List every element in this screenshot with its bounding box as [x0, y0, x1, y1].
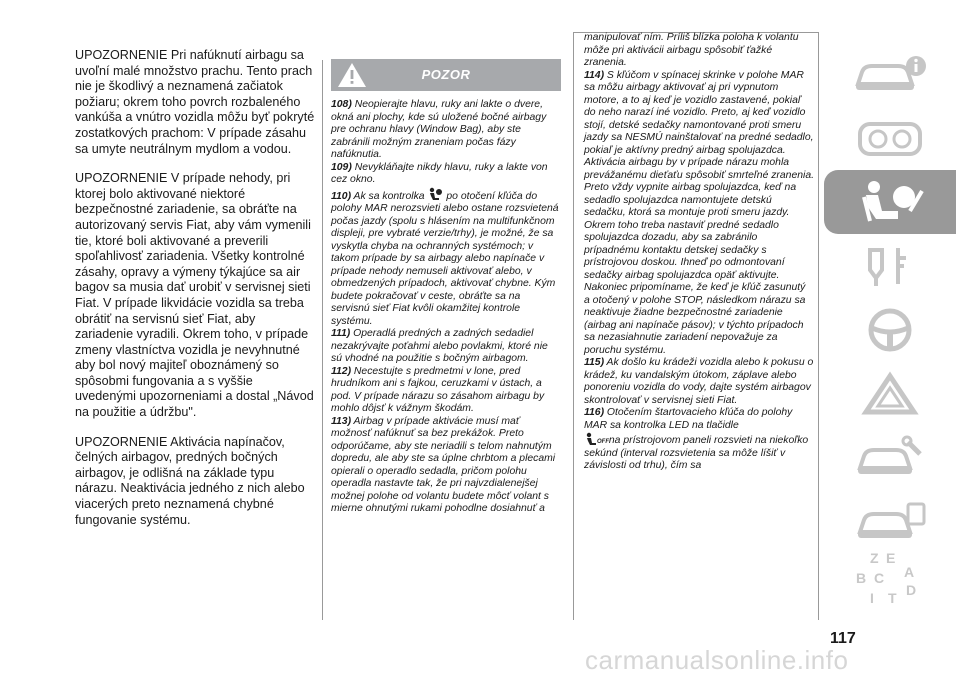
warning-item: 112) Necestujte s predmetmi v lone, pred hrudníkom ani s fajkou, ceruzkami v ústach, a pod. V prípade nárazu so zásahom airbagu by mohlo dôjsť k vážnym škodám.	[331, 365, 545, 414]
warning-item: 108) Neopierajte hlavu, ruky ani lakte o dvere, okná ani plochy, kde sú uložené bočné airbagy pre ochranu hlavy (Window Bag), aby ste zabránili možným zraneniam počas fázy nafúknutia.	[331, 99, 547, 160]
chapter-sidebar	[824, 42, 956, 554]
warning-banner	[331, 59, 561, 91]
warning-item: 116) Otočením štartovacieho kľúča do polohy MAR sa kontrolka LED na tlačidle OFF na prístrojovom paneli rozsvieti na niekoľko sekúnd (interval rozsvietenia sa môže líšiť v závislosti od trhu), čím sa	[584, 407, 809, 471]
sidebar-item-starting[interactable]	[824, 234, 956, 298]
wrench-car-icon	[850, 436, 930, 480]
paragraph-activation-warning: UPOZORNENIE Aktivácia napínačov, čelných airbagov, predných bočných airbagov, je odlišná na základe typu nárazu. Neaktivácia jedného z nich alebo viacerých preto neznamená chybné fungovanie systému.	[75, 434, 305, 527]
warning-continuation-body	[584, 32, 814, 473]
warning-title: POZOR	[421, 67, 471, 82]
watermark: carmanualsonline.info	[585, 645, 849, 675]
index-letter: A	[904, 564, 915, 580]
steering-wheel-icon	[850, 306, 930, 354]
warning-item: 111) Operadlá predných a zadných sedadiel nezakrývajte poťahmi alebo povlakmi, ktoré nie sú vhodné na použitie s bočným airbagom.	[331, 328, 548, 364]
warning-item: 114) S kľúčom v spínacej skrinke v polohe MAR sa môžu airbagy aktivovať aj pri vypnutom motore, a to aj keď je vozidlo zastavené, pokiaľ do neho narazí iné vozidlo. Preto, aj keď vozidlo stojí, detské sedačky namontované proti smeru jazdy sa NESMÚ nainštalovať na predné sedadlo, pokiaľ je aktívny predný airbag spolujazdca. Aktivácia airbagu by v prípade nárazu mohla prevážanému dieťaťu spôsobiť smrteľné zranenia. Preto vždy vypnite airbag spolujazdca, keď na sedadlo spolujazdca namontujete detskú sedačku, ktorá sa montuje proti smeru jazdy. Okrem toho treba nastaviť predné sedadlo spolujazdca dozadu, aby sa zabránilo prípadnému kontaktu detskej sedačky s prístrojovou doskou. Ihneď po odmontovaní sedačky airbag spolujazdca opäť aktivujte. Nakoniec pripomíname, že keď je kľúč zasunutý a otočený v polohe STOP, následkom nárazu sa neaktivuje žiadne bezpečnostné zariadenie (airbag ani napínače pásov); v týchto prípadoch sa nezasiahnutie zariadení nepovažuje za poruchu systému.	[584, 69, 814, 356]
warning-box	[331, 59, 561, 516]
warning-item: 113) Airbag v prípade aktivácie musí mať možnosť nafúknuť sa bez prekážok. Preto odporúčame, aby ste neriadili s telom nahnutým dopredu, ale aby ste sa úplne chrbtom a plecami opierali o operadlo sedadla, pričom polohu operadla nastavte tak, že pri najvzdialenejšej možnej polohe od volantu budete môcť volant s mierne ohnutými rukami pohodlne dosiahnuť a	[331, 415, 556, 514]
warning-box-right-rule	[818, 32, 819, 620]
index-letter: I	[870, 590, 874, 606]
dashboard-icon	[850, 116, 930, 160]
warning-continuation-text: manipulovať ním. Príliš blízka poloha k volantu môže pri aktivácii airbagu spôsobiť ťažké zranenia.	[584, 32, 799, 68]
alphabetical-index-button[interactable]	[830, 550, 930, 610]
airbag-warning-light-icon	[427, 187, 443, 202]
index-letter: B	[856, 570, 867, 586]
index-letter: T	[888, 590, 897, 606]
sidebar-item-driving[interactable]	[824, 298, 956, 362]
paragraph-accident-warning: UPOZORNENIE V prípade nehody, pri ktorej bolo aktivované niektoré bezpečnostné zariadenie, sa obráťte na autorizovaný servis Fiat, aby vám vymenili tie, ktoré boli aktivované a preverili spoľahlivosť zariadenia. Všetky kontrolné zásahy, opravy a výmeny týkajúce sa air bagov sa musia dať urobiť v servisnej sieti Fiat. V prípade likvidácie vozidla sa treba obrátiť na servisnú sieť Fiat, aby zariadenie vyradili. Okrem toho, v prípade zmeny vlastníctva vozidla je nevyhnutné aby bol nový majiteľ oboznámený so spôsobmi fungovania a s vyššie uvedenými upozorneniami a dostal „Návod na použitie a údržbu".	[75, 171, 314, 420]
index-letter: Z	[870, 550, 879, 566]
page-number: 117	[830, 630, 856, 647]
index-letter: D	[906, 582, 917, 598]
column-divider	[573, 32, 574, 620]
data-car-icon	[850, 500, 930, 544]
sidebar-item-technical-data[interactable]	[824, 490, 956, 554]
warning-continuation-column	[584, 32, 814, 473]
sidebar-item-car-info[interactable]	[824, 42, 956, 106]
svg-text:OFF: OFF	[597, 439, 609, 445]
warning-item: 109) Nevykláňajte nikdy hlavu, ruky a lakte von cez okno.	[331, 161, 548, 185]
sidebar-item-safety[interactable]	[824, 170, 956, 234]
warning-body	[331, 91, 561, 516]
car-info-icon	[850, 52, 930, 96]
index-letter: C	[874, 570, 885, 586]
seat-airbag-icon	[850, 177, 930, 227]
sidebar-item-dashboard[interactable]	[824, 106, 956, 170]
paragraph-dust-warning: UPOZORNENIE Pri nafúknutí airbagu sa uvoľní malé množstvo prachu. Tento prach nie je škodlivý a neznamená začiatok požiaru; okrem toho povrch rozbaleného vankúša a vnútro vozidla môžu byť pokryté zostatkových prachom: V prípade zásahu sa umyte neutrálnym mydlom a vodou.	[75, 48, 315, 156]
warning-item: 110) Ak sa kontrolka po otočení kľúča do polohy MAR nerozsvieti alebo ostane rozsvietená počas jazdy (spolu s hlásením na multifunkčnom displeji, pre vybraté verzie/trhy), je možné, že sa vyskytla chyba na ochranných systémoch; v takom prípade by sa airbagy alebo napínače v prípade nehody nemuseli aktivovať alebo, v obmedzených prípadoch, aktivovať chybne. Kým budete pokračovať v ceste, obráťte sa na servisnú sieť Fiat kvôli okamžitej kontrole systému.	[331, 187, 561, 329]
warning-item: 115) Ak došlo ku krádeži vozidla alebo k pokusu o krádež, ku vandalským útokom, záplave alebo ponoreniu vozidla do vody, dajte systém airbagov skontrolovať v servisnej sieti Fiat.	[584, 357, 814, 406]
warning-triangle-icon	[850, 372, 930, 416]
key-icon	[850, 244, 930, 288]
airbag-off-led-icon	[584, 432, 609, 446]
index-letter: E	[886, 550, 896, 566]
sidebar-item-emergency[interactable]	[824, 362, 956, 426]
sidebar-item-maintenance[interactable]	[824, 426, 956, 490]
main-text-column	[75, 48, 315, 528]
column-divider	[322, 60, 323, 620]
